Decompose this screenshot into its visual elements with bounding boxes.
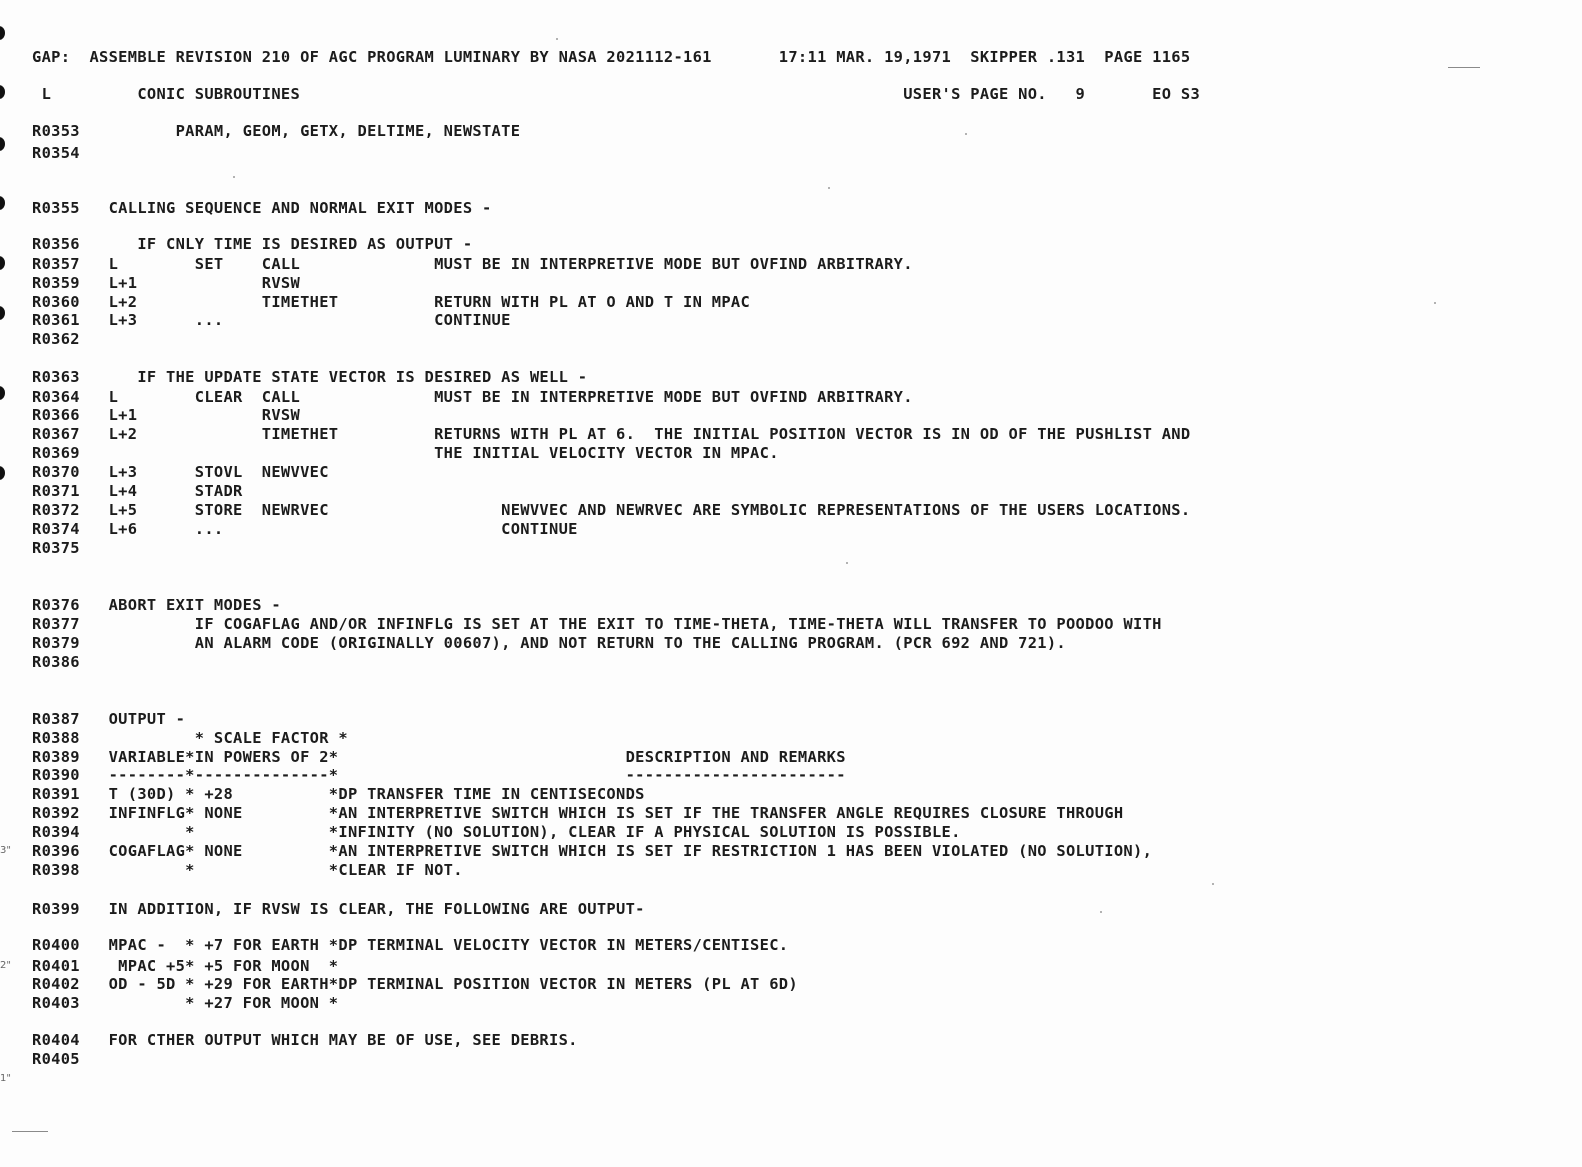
- scan-artifact: [233, 176, 235, 178]
- scan-artifact: [12, 1131, 48, 1132]
- binder-hole: [0, 26, 5, 40]
- scan-artifact: [846, 562, 848, 564]
- listing-line: R0360 L+2 TIMETHET RETURN WITH PL AT O AND T IN MPAC: [32, 293, 751, 311]
- listing-line: R0387 OUTPUT -: [32, 710, 186, 728]
- scan-artifact: [1434, 302, 1436, 304]
- listing-line: R0391 T (30D) * +28 *DP TRANSFER TIME IN CENTISECONDS: [32, 785, 645, 803]
- listing-line: R0359 L+1 RVSW: [32, 274, 301, 292]
- margin-mark: 3": [0, 845, 11, 856]
- listing-line: R0354: [32, 144, 80, 162]
- listing-line: R0364 L CLEAR CALL MUST BE IN INTERPRETIVE MODE BUT OVFIND ARBITRARY.: [32, 388, 913, 406]
- listing-line: R0403 * +27 FOR MOON *: [32, 994, 339, 1012]
- listing-line: R0362: [32, 330, 80, 348]
- listing-line: R0374 L+6 ... CONTINUE: [32, 520, 578, 538]
- listing-line: R0401 MPAC +5* +5 FOR MOON *: [32, 957, 339, 975]
- page-header-line-1: GAP: ASSEMBLE REVISION 210 OF AGC PROGRAM LUMINARY BY NASA 2021112-161 17:11 MAR. 19,1971 SKIPPER .131 PAGE 1165: [32, 48, 1191, 66]
- listing-line: R0370 L+3 STOVL NEWVVEC: [32, 463, 329, 481]
- margin-mark: 1": [0, 1073, 11, 1084]
- scan-artifact: [1100, 911, 1102, 913]
- listing-line: R0390 --------*--------------* -----------------------: [32, 766, 846, 784]
- listing-line: R0389 VARIABLE*IN POWERS OF 2* DESCRIPTION AND REMARKS: [32, 748, 846, 766]
- binder-hole: [0, 386, 5, 400]
- page-header-line-2: L CONIC SUBROUTINES USER'S PAGE NO. 9 EO S3: [32, 85, 1201, 103]
- listing-line: R0398 * *CLEAR IF NOT.: [32, 861, 463, 879]
- scan-artifact: [965, 133, 967, 135]
- listing-line: R0386: [32, 653, 80, 671]
- listing-line: R0355 CALLING SEQUENCE AND NORMAL EXIT MODES -: [32, 199, 492, 217]
- listing-line: R0366 L+1 RVSW: [32, 406, 301, 424]
- binder-hole: [0, 137, 5, 151]
- listing-line: R0361 L+3 ... CONTINUE: [32, 311, 511, 329]
- listing-line: R0353 PARAM, GEOM, GETX, DELTIME, NEWSTATE: [32, 122, 521, 140]
- binder-hole: [0, 306, 5, 320]
- listing-line: R0357 L SET CALL MUST BE IN INTERPRETIVE MODE BUT OVFIND ARBITRARY.: [32, 255, 913, 273]
- listing-line: R0402 OD - 5D * +29 FOR EARTH*DP TERMINAL POSITION VECTOR IN METERS (PL AT 6D): [32, 975, 798, 993]
- listing-line: R0371 L+4 STADR: [32, 482, 243, 500]
- scan-artifact: [556, 38, 558, 40]
- listing-line: R0367 L+2 TIMETHET RETURNS WITH PL AT 6. THE INITIAL POSITION VECTOR IS IN OD OF THE PUSHLIST AND: [32, 425, 1191, 443]
- listing-line: R0405: [32, 1050, 80, 1068]
- binder-hole: [0, 85, 5, 99]
- listing-line: R0388 * SCALE FACTOR *: [32, 729, 348, 747]
- margin-mark: 2": [0, 960, 11, 971]
- binder-hole: [0, 196, 5, 210]
- listing-line: R0375: [32, 539, 80, 557]
- listing-line: R0394 * *INFINITY (NO SOLUTION), CLEAR IF A PHYSICAL SOLUTION IS POSSIBLE.: [32, 823, 961, 841]
- listing-line: R0392 INFINFLG* NONE *AN INTERPRETIVE SWITCH WHICH IS SET IF THE TRANSFER ANGLE REQUIRES CLOSURE THROUGH: [32, 804, 1124, 822]
- binder-hole: [0, 256, 5, 270]
- scan-artifact: [1212, 883, 1214, 885]
- listing-line: R0356 IF CNLY TIME IS DESIRED AS OUTPUT -: [32, 235, 473, 253]
- listing-line: R0399 IN ADDITION, IF RVSW IS CLEAR, THE FOLLOWING ARE OUTPUT-: [32, 900, 645, 918]
- listing-line: R0379 AN ALARM CODE (ORIGINALLY 00607), AND NOT RETURN TO THE CALLING PROGRAM. (PCR 692 AND 721).: [32, 634, 1066, 652]
- listing-line: R0400 MPAC - * +7 FOR EARTH *DP TERMINAL VELOCITY VECTOR IN METERS/CENTISEC.: [32, 936, 789, 954]
- listing-line: R0396 COGAFLAG* NONE *AN INTERPRETIVE SWITCH WHICH IS SET IF RESTRICTION 1 HAS BEEN VIOLATED (NO SOLUTION),: [32, 842, 1153, 860]
- scan-artifact: [1448, 67, 1480, 68]
- scan-artifact: [828, 187, 830, 189]
- listing-line: R0376 ABORT EXIT MODES -: [32, 596, 281, 614]
- listing-line: R0404 FOR CTHER OUTPUT WHICH MAY BE OF USE, SEE DEBRIS.: [32, 1031, 578, 1049]
- listing-line: R0372 L+5 STORE NEWRVEC NEWVVEC AND NEWRVEC ARE SYMBOLIC REPRESENTATIONS OF THE USERS LOCATIONS.: [32, 501, 1191, 519]
- listing-line: R0369 THE INITIAL VELOCITY VECTOR IN MPAC.: [32, 444, 779, 462]
- listing-line: R0377 IF COGAFLAG AND/OR INFINFLG IS SET AT THE EXIT TO TIME-THETA, TIME-THETA WILL TRANSFER TO POODOO WITH: [32, 615, 1162, 633]
- binder-hole: [0, 466, 5, 480]
- listing-line: R0363 IF THE UPDATE STATE VECTOR IS DESIRED AS WELL -: [32, 368, 588, 386]
